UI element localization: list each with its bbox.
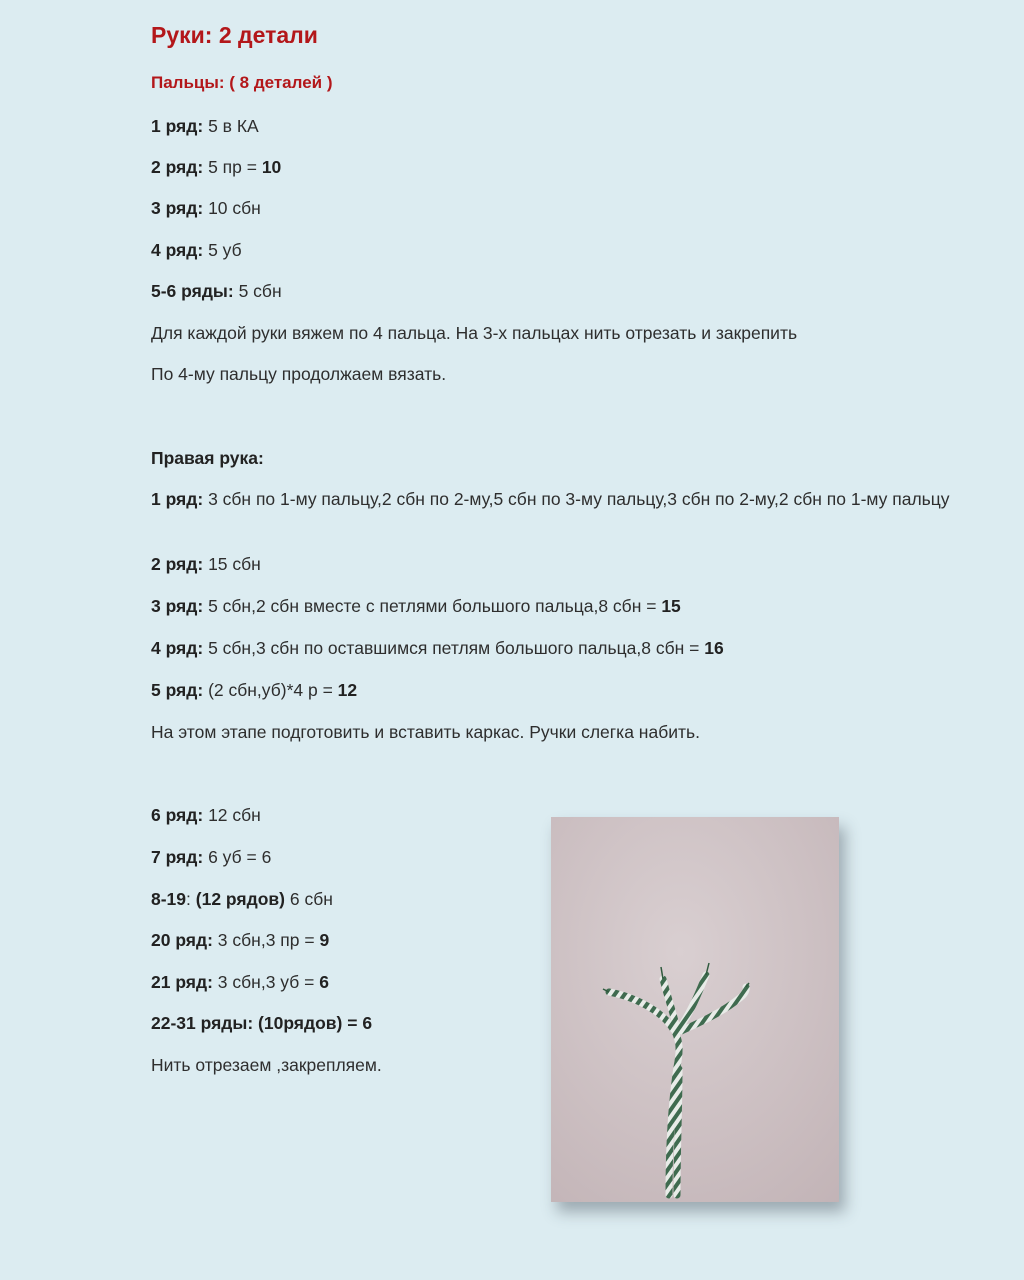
right-hand-row-21: 21 ряд: 3 сбн,3 уб = 6 bbox=[151, 972, 329, 992]
right-hand-row-3: 3 ряд: 5 сбн,2 сбн вместе с петлями большого пальца,8 сбн = 15 bbox=[151, 596, 681, 616]
right-hand-row-4: 4 ряд: 5 сбн,3 сбн по оставшимся петлям большого пальца,8 сбн = 16 bbox=[151, 638, 724, 658]
right-hand-row-7: 7 ряд: 6 уб = 6 bbox=[151, 847, 272, 867]
fingers-row-4: 4 ряд: 5 уб bbox=[151, 240, 242, 260]
right-hand-row-5: 5 ряд: (2 сбн,уб)*4 р = 12 bbox=[151, 680, 358, 700]
fingers-note-2: По 4-му пальцу продолжаем вязать. bbox=[151, 364, 447, 384]
right-hand-note: На этом этапе подготовить и вставить каркас. Ручки слегка набить. bbox=[151, 722, 700, 742]
right-hand-row-2: 2 ряд: 15 сбн bbox=[151, 554, 261, 574]
right-hand-row-8-19: 8-19: (12 рядов) 6 сбн bbox=[151, 889, 333, 909]
right-hand-row-1: 1 ряд: 3 сбн по 1-му пальцу,2 сбн по 2-му,5 сбн по 3-му пальцу,3 сбн по 2-му,2 сбн по 1-му пальцу bbox=[151, 489, 950, 509]
wire-frame-photo bbox=[551, 817, 839, 1202]
right-hand-end-note: Нить отрезаем ,закрепляем. bbox=[151, 1055, 382, 1075]
fingers-row-2: 2 ряд: 5 пр = 10 bbox=[151, 157, 282, 177]
fingers-note-1: Для каждой руки вяжем по 4 пальца. На 3-х пальцах нить отрезать и закрепить bbox=[151, 323, 798, 343]
right-hand-row-22-31: 22-31 ряды: (10рядов) = 6 bbox=[151, 1013, 373, 1033]
right-hand-row-6: 6 ряд: 12 сбн bbox=[151, 805, 261, 825]
fingers-title: Пальцы: ( 8 деталей ) bbox=[151, 73, 333, 92]
right-hand-title: Правая рука: bbox=[151, 448, 264, 468]
fingers-row-3: 3 ряд: 10 сбн bbox=[151, 198, 261, 218]
right-hand-row-20: 20 ряд: 3 сбн,3 пр = 9 bbox=[151, 930, 330, 950]
page-title: Руки: 2 детали bbox=[151, 22, 318, 48]
fingers-row-5-6: 5-6 ряды: 5 сбн bbox=[151, 281, 282, 301]
wire-frame-hand-icon bbox=[551, 817, 839, 1202]
fingers-row-1: 1 ряд: 5 в КА bbox=[151, 116, 259, 136]
